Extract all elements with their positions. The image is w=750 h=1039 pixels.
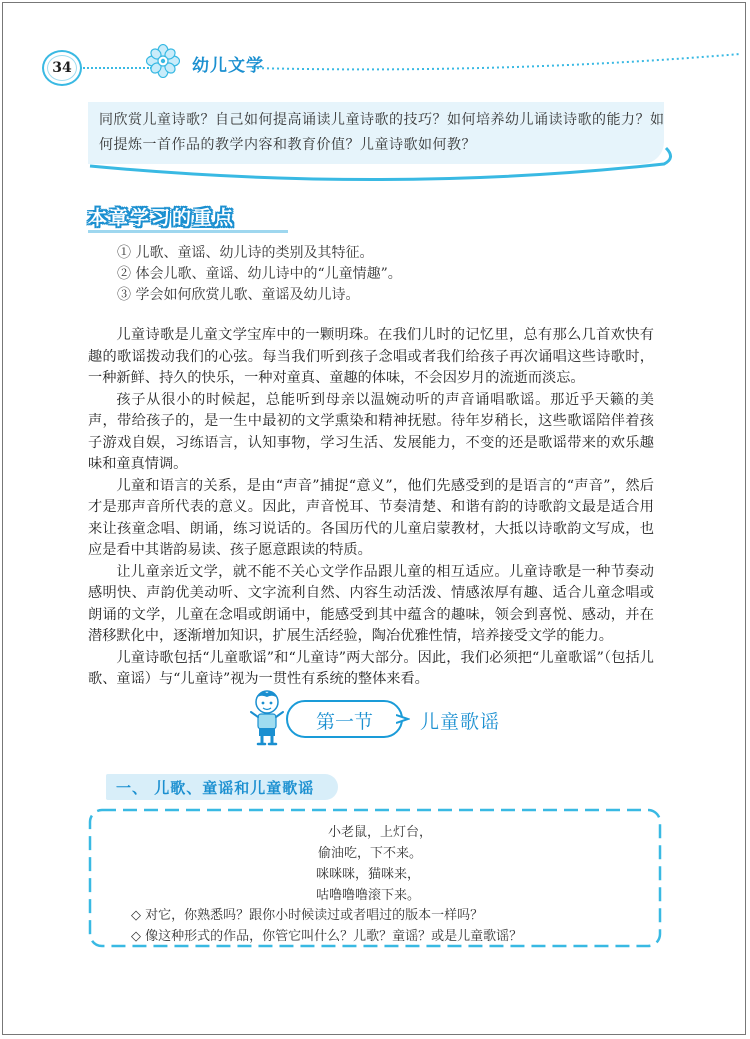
header-dotted-line-right bbox=[252, 52, 742, 72]
intro-questions: 同欣赏儿童诗歌？自己如何提高诵读儿童诗歌的技巧？如何培养幼儿诵读诗歌的能力？如何提炼一首作品的教学内容和教育价值？儿童诗歌如何教？ bbox=[99, 112, 665, 153]
paragraph: 让儿童亲近文学，就不能不关心文学作品跟儿童的相互适应。儿童诗歌是一种节奏动感明快、声韵优美动听、文字流利自然、内容生动活泼、情感浓厚有趣、适合儿童念唱或朗诵的文学，儿童在念唱或朗诵中，能感受到其中蕴含的趣味，领会到喜悦、感动，并在潜移默化中，逐渐增加知识，扩展生活经验，陶冶优雅性情，培养接受文学的能力。 bbox=[88, 563, 654, 644]
section-label: 第一节 bbox=[315, 711, 373, 733]
paragraph: 孩子从很小的时候起，总能听到母亲以温婉动听的声音诵唱歌谣。那近乎天籁的美声，带给孩子的，是一生中最初的文学熏染和精神抚慰。待年岁稍长，这些歌谣陪伴着孩子游戏自娱，习练语言，认知事物，学习生活、发展能力，不变的还是歌谣带来的欢乐趣味和童真情调。 bbox=[88, 391, 654, 472]
boy-mascot-icon bbox=[247, 688, 287, 746]
paragraph: 儿童诗歌是儿童文学宝库中的一颗明珠。在我们儿时的记忆里，总有那么几首欢快有趣的歌谣拨动我们的心弦。每当我们听到孩子念唱或者我们给孩子再次诵唱这些诗歌时，一种新鲜、持久的快乐，一种对童真、童趣的体味，不会因岁月的流逝而淡忘。 bbox=[88, 327, 654, 386]
section-title: 儿童歌谣 bbox=[420, 711, 501, 733]
subsection-title: 一、 儿歌、童谣和儿童歌谣 bbox=[116, 779, 315, 797]
page-number-badge bbox=[42, 50, 82, 86]
flower-icon bbox=[146, 44, 180, 78]
key-point-item: ① 儿歌、童谣、幼儿诗的类别及其特征。 bbox=[117, 245, 374, 261]
poem-question: ◇ 对它，你熟悉吗？跟你小时候读过或者唱过的版本一样吗？ bbox=[131, 908, 484, 923]
poem-line: 咕噜噜噜滚下来。 bbox=[316, 888, 421, 903]
poem-line: 咪咪咪，猫咪来， bbox=[316, 867, 421, 882]
paragraph: 儿童和语言的关系，是由“声音”捕捉“意义”，他们先感受到的是语言的“声音”，然后才是那声音所代表的意义。因此，声音悦耳、节奏清楚、和谐有韵的诗歌韵文最是适合用来让孩童念唱、朗诵，练习说话的。各国历代的儿童启蒙教材，大抵以诗歌韵文写成，也应是看中其谐韵易读、孩子愿意跟读的特质。 bbox=[88, 477, 654, 558]
key-points-list bbox=[117, 243, 402, 306]
key-point-item: ③ 学会如何欣赏儿歌、童谣及幼儿诗。 bbox=[117, 287, 360, 303]
poem-question: ◇ 像这种形式的作品，你管它叫什么？儿歌？童谣？或是儿童歌谣？ bbox=[131, 929, 523, 944]
key-point-item: ② 体会儿歌、童谣、幼儿诗中的“儿童情趣”。 bbox=[117, 266, 402, 282]
paragraph: 儿童诗歌包括“儿童歌谣”和“儿童诗”两大部分。因此，我们必须把“儿童歌谣”（包括儿歌、童谣）与“儿童诗”视为一贯性有系统的整体来看。 bbox=[88, 649, 654, 687]
book-title: 幼儿文学 bbox=[192, 56, 264, 76]
poem-line: 小老鼠，上灯台， bbox=[328, 825, 433, 840]
poem bbox=[316, 822, 432, 906]
body-text bbox=[88, 325, 654, 691]
header-dotted-line-left bbox=[80, 67, 152, 69]
page-number: 34 bbox=[52, 60, 72, 76]
poem-line: 偷油吃，下不来。 bbox=[318, 846, 423, 861]
key-points-underline bbox=[88, 230, 288, 233]
key-points-heading: 本章学习的重点 bbox=[88, 207, 236, 229]
